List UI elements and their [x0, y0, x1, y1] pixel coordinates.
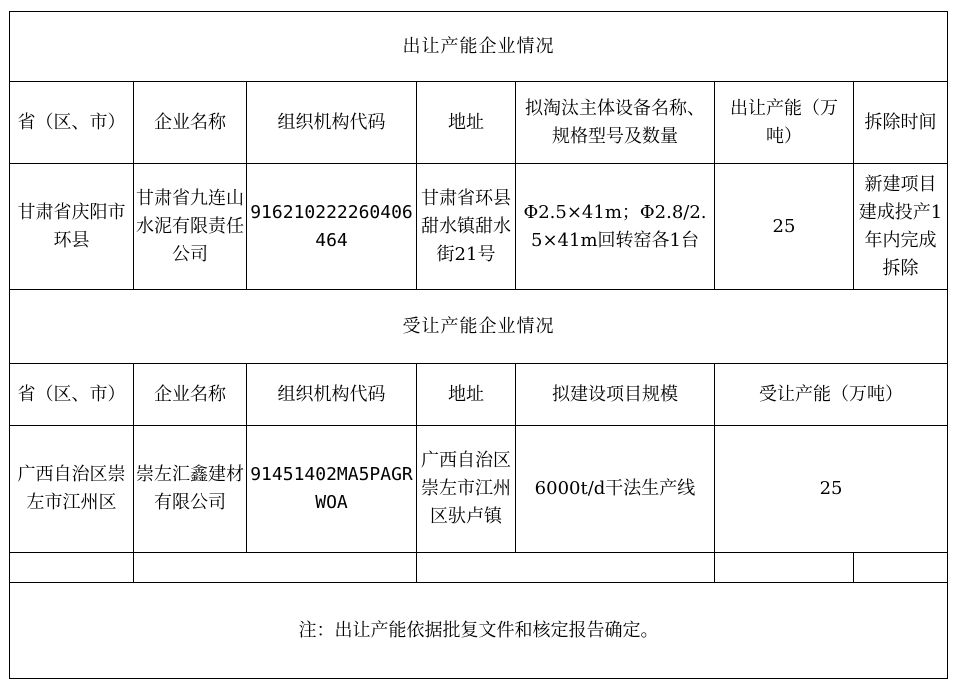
outgoing-equipment: Φ2.5×41m；Φ2.8/2.5×41m回转窑各1台: [516, 164, 715, 290]
blank-cell: [10, 553, 134, 583]
blank-cell: [854, 553, 948, 583]
outgoing-header-equipment: 拟淘汰主体设备名称、规格型号及数量: [516, 82, 715, 164]
incoming-org-code: 91451402MA5PAGRWOA: [247, 426, 417, 553]
incoming-header-company: 企业名称: [134, 364, 247, 426]
incoming-section-row: [10, 290, 948, 364]
outgoing-section-title: 出让产能企业情况: [10, 12, 948, 82]
outgoing-data-row: [10, 164, 948, 290]
incoming-company: 崇左汇鑫建材有限公司: [134, 426, 247, 553]
incoming-header-row: [10, 364, 948, 426]
outgoing-header-org-code: 组织机构代码: [247, 82, 417, 164]
incoming-header-org-code: 组织机构代码: [247, 364, 417, 426]
incoming-header-province: 省（区、市）: [10, 364, 134, 426]
outgoing-header-capacity: 出让产能（万吨）: [715, 82, 854, 164]
incoming-province: 广西自治区崇左市江州区: [10, 426, 134, 553]
blank-cell: [417, 553, 715, 583]
outgoing-company: 甘肃省九连山水泥有限责任公司: [134, 164, 247, 290]
incoming-project-scale: 6000t/d干法生产线: [516, 426, 715, 553]
capacity-transfer-table: [9, 11, 948, 679]
table-note: 注：出让产能依据批复文件和核定报告确定。: [10, 583, 948, 679]
outgoing-section-row: [10, 12, 948, 82]
incoming-address: 广西自治区崇左市江州区驮卢镇: [417, 426, 516, 553]
outgoing-header-address: 地址: [417, 82, 516, 164]
outgoing-header-company: 企业名称: [134, 82, 247, 164]
outgoing-province: 甘肃省庆阳市环县: [10, 164, 134, 290]
outgoing-address: 甘肃省环县甜水镇甜水街21号: [417, 164, 516, 290]
blank-cell: [715, 553, 854, 583]
incoming-capacity: 25: [715, 426, 948, 553]
incoming-section-title: 受让产能企业情况: [10, 290, 948, 364]
outgoing-header-removal: 拆除时间: [854, 82, 948, 164]
outgoing-header-province: 省（区、市）: [10, 82, 134, 164]
note-row: [10, 583, 948, 679]
blank-row: [10, 553, 948, 583]
incoming-header-address: 地址: [417, 364, 516, 426]
outgoing-org-code: 916210222260406464: [247, 164, 417, 290]
outgoing-removal: 新建项目建成投产1年内完成拆除: [854, 164, 948, 290]
outgoing-capacity: 25: [715, 164, 854, 290]
incoming-header-capacity: 受让产能（万吨）: [715, 364, 948, 426]
blank-cell: [134, 553, 417, 583]
incoming-header-project-scale: 拟建设项目规模: [516, 364, 715, 426]
outgoing-header-row: [10, 82, 948, 164]
incoming-data-row: [10, 426, 948, 553]
